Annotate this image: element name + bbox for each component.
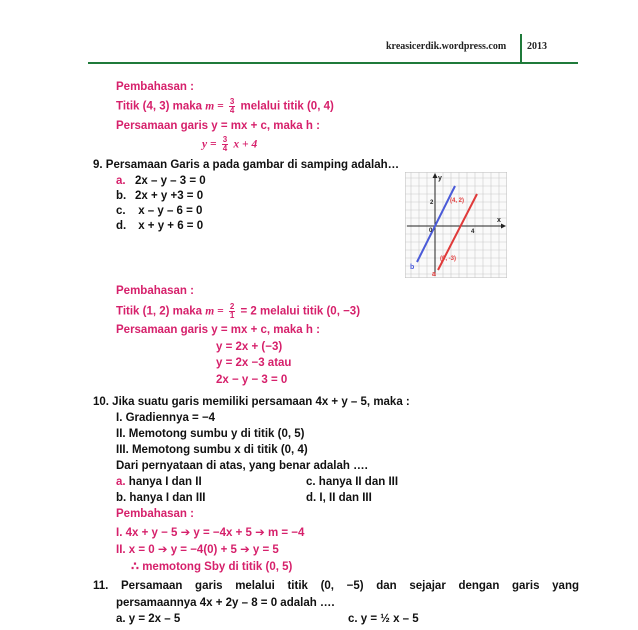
header-divider-vertical: [520, 34, 522, 64]
q10-option-b: [116, 492, 205, 504]
q9-step-3: 2x − y − 3 = 0: [216, 374, 288, 386]
header-site: kreasicerdik.wordpress.com: [386, 41, 507, 52]
graph-tick-y: 2: [430, 200, 434, 206]
q10-prompt: Dari pernyataan di atas, yang benar adalah ….: [116, 460, 368, 472]
graph-point-upper: (4, 2): [450, 198, 465, 204]
q9-option-c: [116, 205, 202, 217]
q9-line2: Persamaan garis y = mx + c, maka h :: [116, 324, 320, 336]
p8-line1-m: m =: [205, 100, 224, 113]
q10-solution-1: I. 4x + y − 5 ➔ y = −4x + 5 ➔ m = −4: [116, 527, 305, 539]
q10-solution-2: II. x = 0 ➔ y = −4(0) + 5 ➔ y = 5: [116, 544, 279, 556]
p8-line3-frac-num: 3: [222, 135, 228, 144]
q10-option-c-letter: c.: [306, 476, 316, 488]
p8-line1-frac-den: 4: [229, 106, 235, 115]
graph-label-origin: 0: [429, 228, 433, 234]
p8-line1-pre: Titik (4, 3) maka: [116, 100, 203, 113]
p8-line1-post: melalui titik (0, 4): [240, 100, 334, 113]
p8-line1-frac-num: 3: [229, 97, 235, 106]
q10-statement-2: II. Memotong sumbu y di titik (0, 5): [116, 428, 305, 440]
q11-option-a-letter: a.: [116, 613, 126, 625]
q9-option-a: [116, 175, 206, 187]
q9-graph: [405, 172, 507, 278]
graph-label-x: x: [497, 217, 501, 224]
q9-line1-fraction: [229, 303, 235, 320]
p8-line1: [116, 98, 334, 115]
graph-point-lower: (0, -3): [440, 256, 457, 262]
q9-question: 9. Persamaan Garis a pada gambar di samping adalah…: [93, 159, 400, 171]
q9-line1: [116, 303, 360, 320]
q10-option-d-letter: d.: [306, 492, 317, 504]
p8-line3-fraction: [222, 136, 228, 153]
q10-option-b-text: hanya I dan III: [126, 492, 206, 504]
q9-option-a-letter: a.: [116, 175, 126, 187]
q11-option-c-text: y = ½ x – 5: [357, 613, 419, 625]
graph-tick-x: 4: [471, 229, 475, 235]
q10-question: 10. Jika suatu garis memiliki persamaan 4x + y – 5, maka :: [93, 396, 410, 408]
q10-option-a-text: hanya I dan II: [125, 476, 202, 488]
q11-question-line2: persamaannya 4x + 2y – 8 = 0 adalah ….: [116, 597, 335, 609]
q9-line1-pre: Titik (1, 2) maka: [116, 305, 203, 318]
graph-label-b: b: [410, 264, 415, 271]
q9-step-2: y = 2x −3 atau: [216, 357, 292, 369]
p8-line3-rest: x + 4: [233, 138, 258, 151]
q9-option-b-text: 2x + y +3 = 0: [135, 190, 204, 202]
graph-label-y: y: [438, 175, 442, 182]
q9-option-c-letter: c.: [116, 205, 126, 217]
q11-option-c: [348, 613, 419, 625]
q9-option-d-letter: d.: [116, 220, 127, 232]
q9-step-1: y = 2x + (−3): [216, 341, 283, 353]
q10-option-c: [306, 476, 398, 488]
q10-statement-1: I. Gradiennya = −4: [116, 412, 216, 424]
q9-option-b-letter: b.: [116, 190, 127, 202]
q9-line1-m: m =: [205, 305, 224, 318]
graph-border: [405, 172, 507, 278]
q9-line1-frac-num: 2: [229, 302, 235, 311]
q11-option-a: [116, 613, 180, 625]
q10-option-d-text: I, II dan III: [316, 492, 372, 504]
q11-option-c-letter: c.: [348, 613, 358, 625]
p8-pembahasan-label: Pembahasan :: [116, 81, 194, 93]
p8-line3-y: y =: [202, 138, 217, 151]
q9-option-d: [116, 220, 203, 232]
q9-line1-frac-den: 1: [229, 311, 235, 320]
p8-line1-fraction: [229, 98, 235, 115]
q9-option-a-text: 2x – y – 3 = 0: [135, 175, 206, 187]
q10-option-a: [116, 476, 202, 488]
q10-solution-3: ∴ memotong Sby di titik (0, 5): [131, 561, 293, 573]
header-rule: [88, 62, 578, 64]
p8-line3: [202, 136, 257, 153]
q9-pembahasan-label: Pembahasan :: [116, 285, 194, 297]
q10-statement-3: III. Memotong sumbu x di titik (0, 4): [116, 444, 308, 456]
header-year: 2013: [527, 41, 547, 52]
q10-pembahasan-label: Pembahasan :: [116, 508, 194, 520]
q9-line1-post: = 2 melalui titik (0, −3): [240, 305, 361, 318]
q9-option-b: [116, 190, 203, 202]
q9-option-d-text: x + y + 6 = 0: [135, 220, 204, 232]
graph-label-a: a: [432, 271, 436, 278]
p8-line3-frac-den: 4: [222, 144, 228, 153]
q10-option-b-letter: b.: [116, 492, 127, 504]
q10-option-a-letter: a.: [116, 476, 126, 488]
q10-option-d: [306, 492, 372, 504]
q11-option-a-text: y = 2x – 5: [125, 613, 181, 625]
q11-question-line1: 11. Persamaan garis melalui titik (0, −5) dan sejajar dengan garis yang: [93, 580, 579, 592]
p8-line2: Persamaan garis y = mx + c, maka h :: [116, 120, 320, 132]
q9-option-c-text: x – y – 6 = 0: [135, 205, 203, 217]
q10-option-c-text: hanya II dan III: [315, 476, 399, 488]
